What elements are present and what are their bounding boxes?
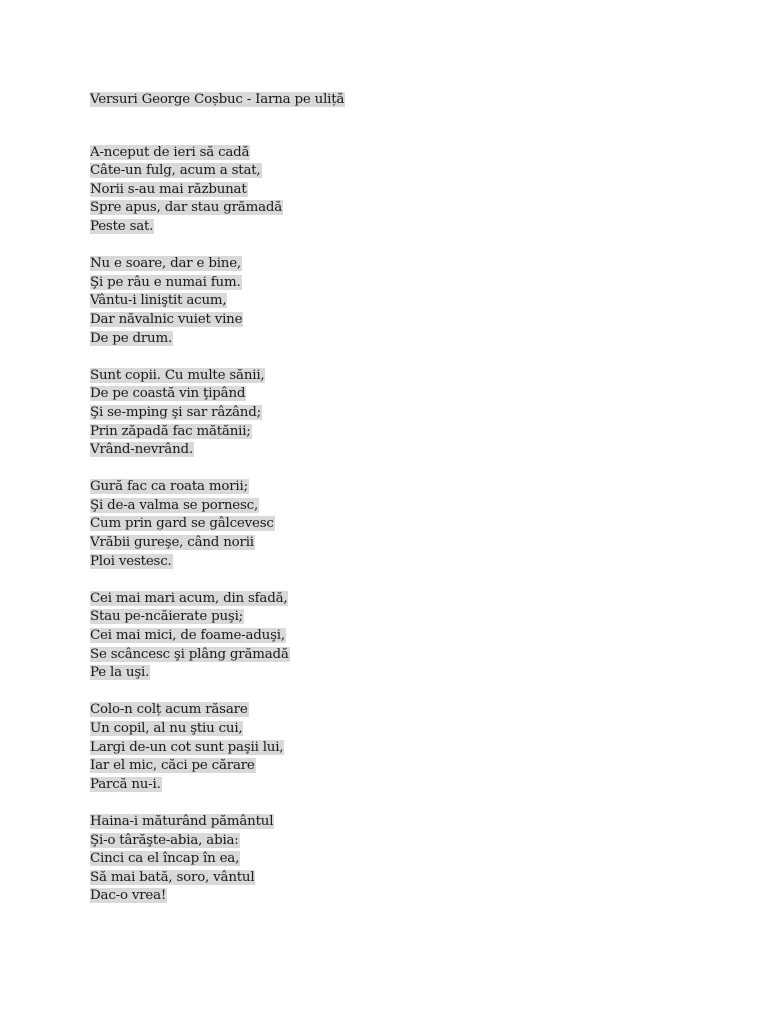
verse-line [90,162,690,181]
verse-line [90,887,690,906]
verse-line [90,497,690,516]
verse-line [90,850,690,869]
verse-line [90,627,690,646]
stanza-6 [90,701,690,794]
verse-text: Se scâncesc şi plâng grămadă [90,646,289,662]
verse-text: Vrăbii gureşe, când norii [90,535,254,551]
verse-line [90,367,690,386]
verse-text: Cum prin gard se gâlcevesc [90,516,274,532]
document-title [90,91,690,110]
verse-line [90,646,690,665]
verse-text: Şi pe râu e numai fum. [90,274,241,290]
verse-text: Dac-o vrea! [90,888,167,904]
verse-text: Norii s-au mai răzbunat [90,181,247,197]
verse-line [90,181,690,200]
verse-text: Şi de-a valma se pornesc, [90,497,259,513]
verse-text: Vântu-i liniştit acum, [90,293,227,309]
verse-text: De pe coastă vin ţipând [90,386,246,402]
verse-text: Peste sat. [90,218,154,234]
stanza-4 [90,478,690,571]
verse-text: Prin zăpadă fac mătănii; [90,423,251,439]
verse-text: Largi de-un cot sunt paşii lui, [90,739,284,755]
verse-line [90,255,690,274]
verse-text: Vrând-nevrând. [90,442,193,458]
verse-text: Cinci ca el încap în ea, [90,851,240,867]
verse-line [90,720,690,739]
verse-line [90,869,690,888]
verse-line [90,515,690,534]
verse-text: Pe la uşi. [90,665,150,681]
verse-text: Cei mai mici, de foame-aduşi, [90,628,285,644]
verse-text: De pe drum. [90,330,173,346]
verse-line [90,274,690,293]
verse-text: Câte-un fulg, acum a stat, [90,163,261,179]
verse-text: Nu e soare, dar e bine, [90,256,241,272]
verse-line [90,199,690,218]
verse-text: Gură fac ca roata morii; [90,479,248,495]
stanza-1 [90,144,690,237]
stanza-2 [90,255,690,348]
verse-text: Dar năvalnic vuiet vine [90,311,243,327]
verse-line [90,590,690,609]
verse-text: Haina-i măturând pământul [90,813,274,829]
verse-text: Să mai bată, soro, vântul [90,869,255,885]
verse-text: Iar el mic, căci pe cărare [90,758,255,774]
verse-text: Parcă nu-i. [90,776,161,792]
verse-line [90,385,690,404]
verse-line [90,813,690,832]
verse-text: Stau pe-ncăierate puşi; [90,609,243,625]
verse-text: Şi-o târăşte-abia, abia: [90,832,239,848]
verse-line [90,441,690,460]
verse-line [90,664,690,683]
verse-line [90,330,690,349]
verse-text: Cei mai mari acum, din sfadă, [90,590,288,606]
verse-text: Ploi vestesc. [90,553,172,569]
verse-text: Şi se-mping şi sar râzând; [90,404,261,420]
verse-line [90,218,690,237]
verse-line [90,776,690,795]
verse-line [90,404,690,423]
stanza-5 [90,590,690,683]
verse-text: Sunt copii. Cu multe sănii, [90,367,265,383]
verse-line [90,478,690,497]
verse-line [90,553,690,572]
verse-text: Un copil, al nu ştiu cui, [90,721,243,736]
verse-line [90,534,690,553]
title-text: Versuri George Coșbuc - Iarna pe uliță [90,92,345,107]
verse-line [90,701,690,720]
verse-line [90,423,690,442]
verse-line [90,144,690,163]
verse-text: Colo-n colț acum răsare [90,702,248,718]
verse-line [90,292,690,311]
verse-line [90,739,690,758]
verse-line [90,608,690,627]
stanza-7 [90,813,690,906]
verse-line [90,757,690,776]
document-page [90,91,690,906]
stanza-3 [90,367,690,460]
verse-text: A-nceput de ieri să cadă [90,144,250,160]
verse-line [90,832,690,851]
verse-line [90,311,690,330]
verse-text: Spre apus, dar stau grămadă [90,200,283,216]
